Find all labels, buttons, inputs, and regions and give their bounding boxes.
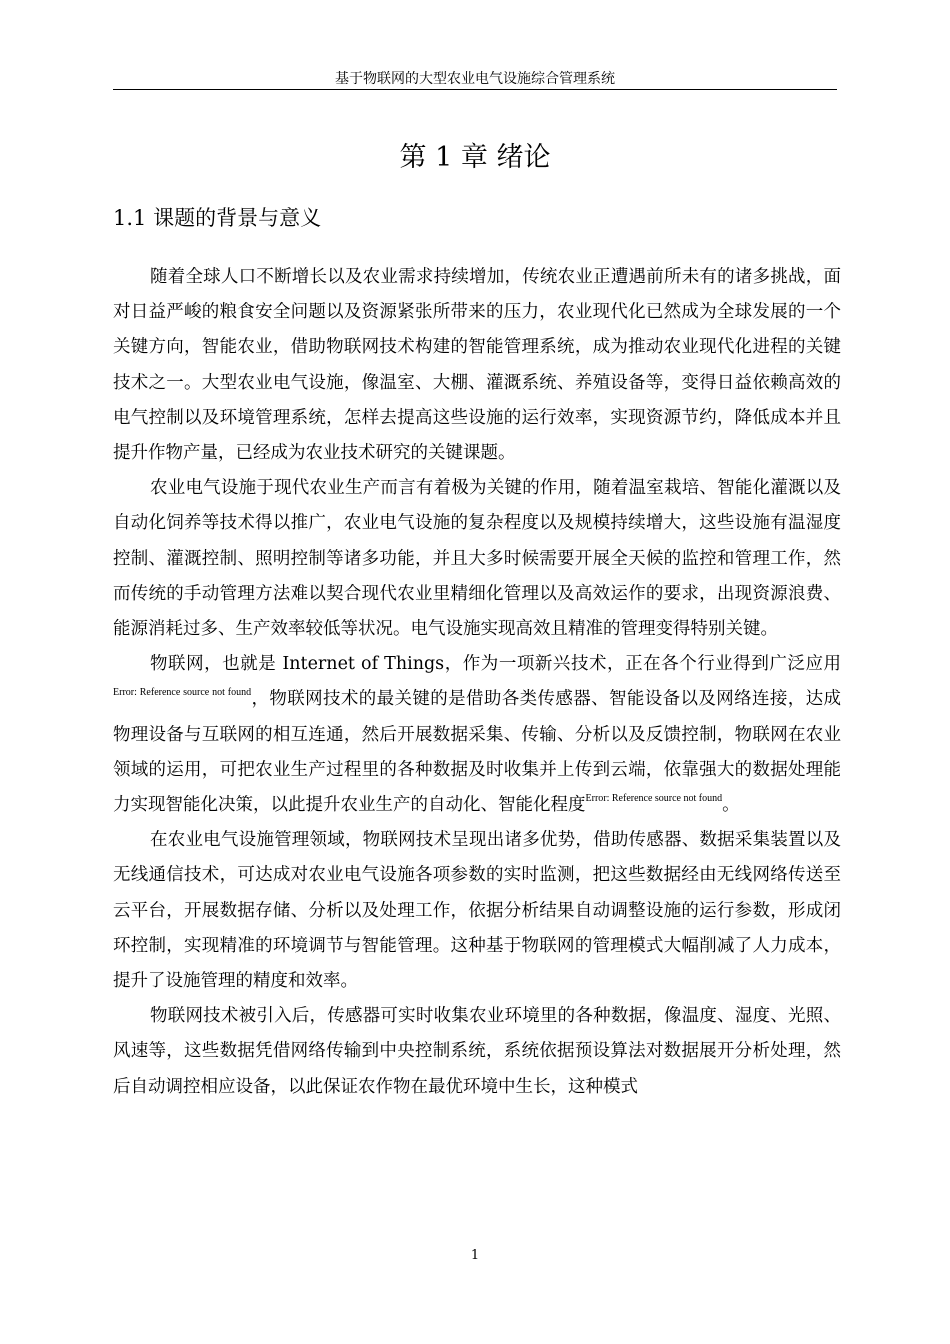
section-title: 1.1 课题的背景与意义 (113, 206, 322, 230)
paragraph-5: 物联网技术被引入后，传感器可实时收集农业环境里的各种数据，像温度、湿度、光照、风速等，这些数据凭借网络传输到中央控制系统，系统依据预设算法对数据展开分析处理，然后自动调控相应设备，以此保证农作物在最优环境中生长，这种模式 (113, 1006, 841, 1097)
paragraph-2: 农业电气设施于现代农业生产而言有着极为关键的作用，随着温室栽培、智能化灌溉以及自动化饲养等技术得以推广，农业电气设施的复杂程度以及规模持续增大，这些设施有温湿度控制、灌溉控制、照明控制等诸多功能，并且大多时候需要开展全天候的监控和管理工作，然而传统的手动管理方法难以契合现代农业里精细化管理以及高效运作的要求，出现资源浪费、能源消耗过多、生产效率较低等状况。电气设施实现高效且精准的管理变得特别关键。 (113, 478, 841, 640)
running-header: 基于物联网的大型农业电气设施综合管理系统 (335, 71, 615, 87)
paragraph-3 (113, 647, 841, 823)
reference-error-1: Error: Reference source not found (113, 687, 252, 699)
page-number: 1 (470, 1248, 480, 1263)
paragraph-1: 随着全球人口不断增长以及农业需求持续增加，传统农业正遭遇前所未有的诸多挑战，面对日益严峻的粮食安全问题以及资源紧张所带来的压力，农业现代化已然成为全球发展的一个关键方向，智能农业，借助物联网技术构建的智能管理系统，成为推动农业现代化进程的关键技术之一。大型农业电气设施，像温室、大棚、灌溉系统、养殖设备等，变得日益依赖高效的电气控制以及环境管理系统，怎样去提高这些设施的运行效率，实现资源节约，降低成本并且提升作物产量，已经成为农业技术研究的关键课题。 (113, 267, 841, 464)
paragraph-3-text-after: 。 (722, 795, 740, 816)
reference-error-2: Error: Reference source not found (585, 793, 723, 805)
paragraph-3-text-before: 物联网，也就是 Internet of Things，作为一项新兴技术，正在各个行业得到广泛应用 (150, 654, 841, 675)
chapter-title: 第 1 章 绪论 (399, 142, 551, 173)
header-rule (113, 89, 837, 90)
paragraph-4: 在农业电气设施管理领域，物联网技术呈现出诸多优势，借助传感器、数据采集装置以及无线通信技术，可达成对农业电气设施各项参数的实时监测，把这些数据经由无线网络传送至云平台，开展数据存储、分析以及处理工作，依据分析结果自动调整设施的运行参数，形成闭环控制，实现精准的环境调节与智能管理。这种基于物联网的管理模式大幅削减了人力成本，提升了设施管理的精度和效率。 (113, 830, 841, 992)
body-text (113, 260, 841, 1105)
paragraph-3-text-middle: ，物联网技术的最关键的是借助各类传感器、智能设备以及网络连接，达成物理设备与互联网的相互连通，然后开展数据采集、传输、分析以及反馈控制，物联网在农业领域的运用，可把农业生产过程里的各种数据及时收集并上传到云端，依靠强大的数据处理能力实现智能化决策，以此提升农业生产的自动化、智能化程度 (113, 689, 841, 816)
